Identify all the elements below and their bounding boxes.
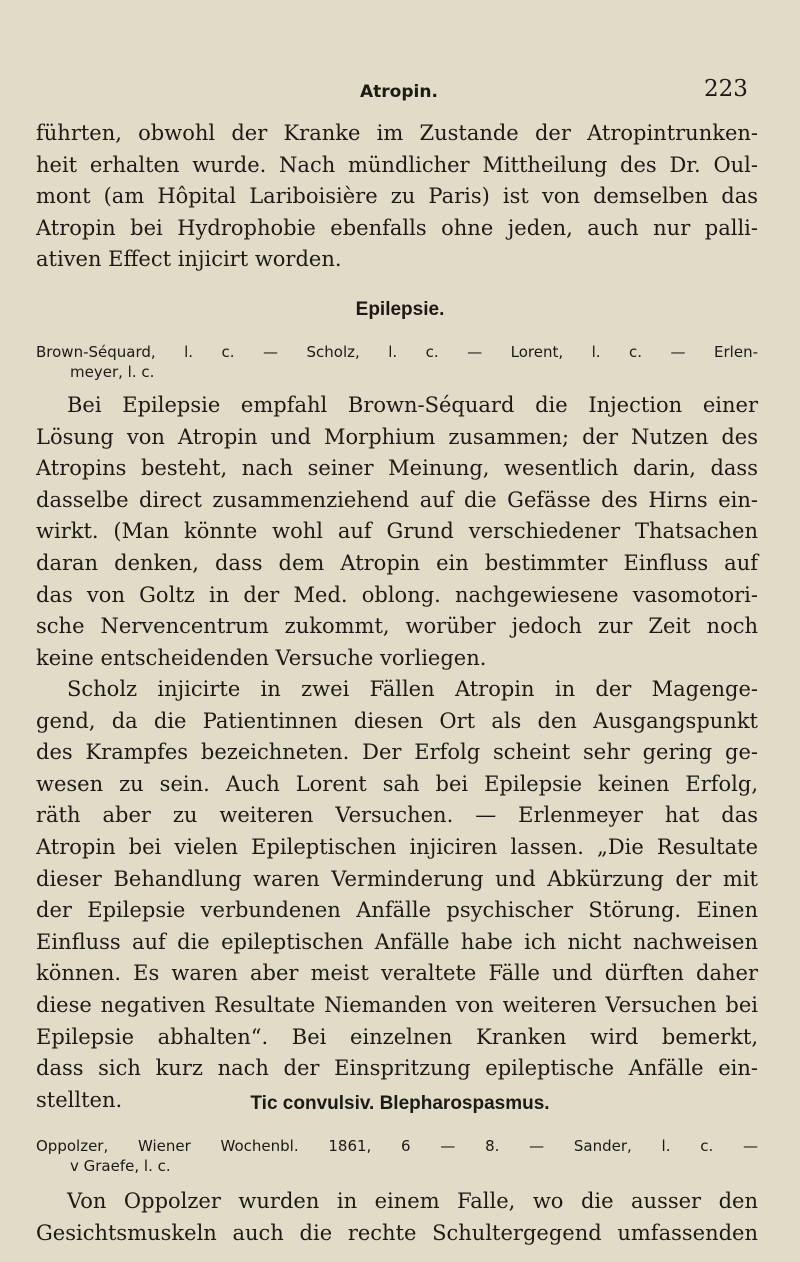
text-line: Von Oppolzer wurden in einem Falle, wo die ausser den <box>67 1189 758 1213</box>
text-line: daran denken, dass dem Atropin ein bestimmter Einfluss auf <box>36 550 758 575</box>
text-line: Bei Epilepsie empfahl Brown-Séquard die Injection einer <box>67 393 758 417</box>
text-line: dasselbe direct zusammenziehend auf die Gefässe des Hirns ein- <box>36 487 758 512</box>
text-line: heit erhalten wurde. Nach mündlicher Mittheilung des Dr. Oul- <box>36 152 758 177</box>
paragraph-hydrophobie-end <box>36 118 758 276</box>
text-line: Gesichtsmuskeln auch die rechte Schultergegend umfassenden <box>36 1220 758 1245</box>
paragraph-oppolzer <box>36 1186 758 1249</box>
paragraph-scholz <box>36 674 758 1116</box>
text-line: dass sich kurz nach der Einspritzung epileptische Anfälle ein- <box>36 1056 758 1081</box>
text-line: Atropins besteht, nach seiner Meinung, wesentlich darin, dass <box>36 456 758 481</box>
paragraph-brown-sequard <box>36 390 758 674</box>
text-line: diese negativen Resultate Niemanden von weiteren Versuchen bei <box>36 992 758 1017</box>
references-tic-convulsiv <box>36 1136 758 1176</box>
text-line: der Epilepsie verbundenen Anfälle psychischer Störung. Einen <box>36 898 758 923</box>
reference-line: Oppolzer, Wiener Wochenbl. 1861, 6 — 8. — Sander, l. c. — <box>36 1137 758 1155</box>
text-line: führten, obwohl der Kranke im Zustande der Atropintrunken- <box>36 121 758 145</box>
text-line: sche Nervencentrum zukommt, worüber jedoch zur Zeit noch <box>36 614 758 639</box>
text-line: gend, da die Patientinnen diesen Ort als den Ausgangspunkt <box>36 708 758 733</box>
page-number: 223 <box>704 76 748 102</box>
text-line: können. Es waren aber meist veraltete Fälle und dürften daher <box>36 961 758 986</box>
text-line: das von Goltz in der Med. oblong. nachgewiesene vasomotori- <box>36 582 758 607</box>
text-line: wesen zu sein. Auch Lorent sah bei Epilepsie keinen Erfolg, <box>36 771 758 796</box>
running-title: Atropin. <box>360 82 438 102</box>
reference-line: meyer, l. c. <box>70 363 155 381</box>
text-line: ativen Effect injicirt worden. <box>36 247 342 272</box>
section-heading-epilepsie: Epilepsie. <box>355 299 445 320</box>
text-line: dieser Behandlung waren Verminderung und Abkürzung der mit <box>36 866 758 891</box>
text-line: Atropin bei vielen Epileptischen injiciren lassen. „Die Resultate <box>36 834 758 859</box>
section-heading-tic-convulsiv: Tic convulsiv. Blepharospasmus. <box>250 1093 550 1114</box>
reference-line: v Graefe, l. c. <box>70 1157 171 1175</box>
text-line: Atropin bei Hydrophobie ebenfalls ohne jeden, auch nur palli- <box>36 215 758 240</box>
references-epilepsie <box>36 342 758 382</box>
text-line: Scholz injicirte in zwei Fällen Atropin in der Magenge- <box>67 677 758 701</box>
reference-line: Brown-Séquard, l. c. — Scholz, l. c. — Lorent, l. c. — Erlen- <box>36 343 758 361</box>
text-line: keine entscheidenden Versuche vorliegen. <box>36 645 487 670</box>
text-line: Einfluss auf die epileptischen Anfälle habe ich nicht nachweisen <box>36 929 758 954</box>
text-line: stellten. <box>36 1087 123 1112</box>
text-line: wirkt. (Man könnte wohl auf Grund verschiedener Thatsachen <box>36 519 758 544</box>
text-line: mont (am Hôpital Lariboisière zu Paris) ist von demselben das <box>36 184 758 209</box>
text-line: Lösung von Atropin und Morphium zusammen; der Nutzen des <box>36 424 758 449</box>
text-line: Epilepsie abhalten“. Bei einzelnen Kranken wird bemerkt, <box>36 1024 758 1049</box>
text-line: des Krampfes bezeichneten. Der Erfolg scheint sehr gering ge- <box>36 740 758 765</box>
running-header <box>0 76 800 106</box>
text-line: räth aber zu weiteren Versuchen. — Erlenmeyer hat das <box>36 803 758 828</box>
